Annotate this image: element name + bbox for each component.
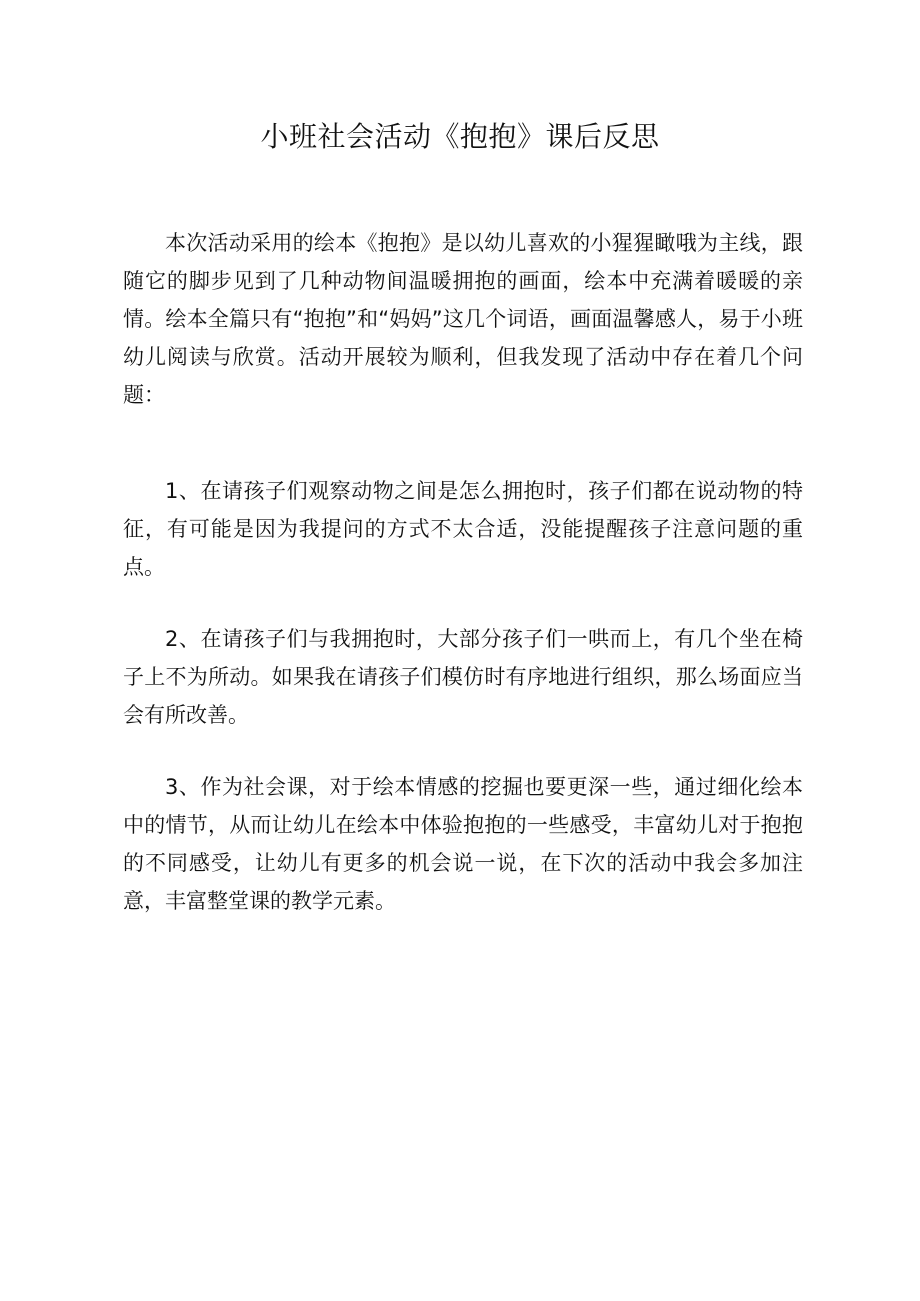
point-paragraph-1: 1、在请孩子们观察动物之间是怎么拥抱时，孩子们都在说动物的特征，有可能是因为我提问的方式不太合适，没能提醒孩子注意问题的重点。 xyxy=(123,479,803,579)
point-paragraph-3: 3、作为社会课，对于绘本情感的挖掘也要更深一些，通过细化绘本中的情节，从而让幼儿在绘本中体验抱抱的一些感受，丰富幼儿对于抱抱的不同感受，让幼儿有更多的机会说一说，在下次的活动中我会多加注意，丰富整堂课的教学元素。 xyxy=(123,775,803,913)
point-paragraph-2: 2、在请孩子们与我拥抱时，大部分孩子们一哄而上，有几个坐在椅子上不为所动。如果我在请孩子们模仿时有序地进行组织，那么场面应当会有所改善。 xyxy=(123,627,803,727)
document-title: 小班社会活动《抱抱》课后反思 xyxy=(260,120,660,153)
intro-paragraph: 本次活动采用的绘本《抱抱》是以幼儿喜欢的小猩猩瞰哦为主线，跟随它的脚步见到了几种动物间温暖拥抱的画面，绘本中充满着暖暖的亲情。绘本全篇只有“抱抱”和“妈妈”这几个词语，画面温馨感人，易于小班幼儿阅读与欣赏。活动开展较为顺利，但我发现了活动中存在着几个问题： xyxy=(123,231,803,407)
